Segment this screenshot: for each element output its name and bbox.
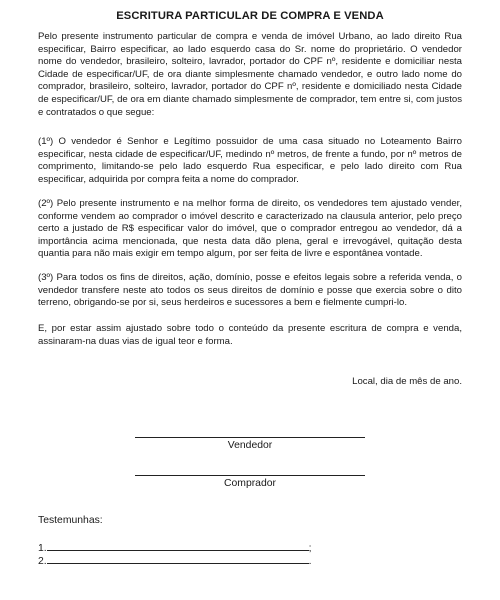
seller-signature-line xyxy=(135,437,365,438)
witness-1-number: 1. xyxy=(38,543,47,554)
witness-1-blank xyxy=(47,540,309,551)
document-title xyxy=(0,10,500,22)
witness-line-2 xyxy=(38,553,318,567)
document-title-text: ESCRITURA PARTICULAR DE COMPRA E VENDA xyxy=(116,10,384,22)
witness-line-1 xyxy=(38,540,318,554)
seller-signature-label: Vendedor xyxy=(227,440,273,451)
witnesses-title: Testemunhas: xyxy=(38,515,103,526)
buyer-signature-line xyxy=(135,475,365,476)
buyer-signature-label: Comprador xyxy=(224,478,276,489)
witness-2-end: . xyxy=(308,556,312,567)
paragraph-preamble: Pelo presente instrumento particular de compra e venda de imóvel Urbano, ao lado direito Rua especificar, Bairro especificar, ao lado esquerdo casa do Sr. nome do proprietário. O vendedor nome do vendedor, brasileiro, solteiro, lavrador, portador do CPF nº, residente e domiciliar nesta Cidade de especificar/UF, de ora diante simplesmente chamado vendedor, e outro lado nome do comprador, brasileiro, solteiro, lavrador, portador do CPF nº, residente e domiciliado nesta Cidade de especificar/UF, de ora em diante chamado simplesmente de comprador, tem entre si, com justos e contratados o que segue: xyxy=(38,31,462,118)
paragraph-clause-2: (2º) Pelo presente instrumento e na melhor forma de direito, os vendedores tem ajustado vender, conforme vendem ao comprador o imóvel descrito e caracterizado na clausula anterior, pelo preço certo a justado de R$ especificar valor do imóvel, que o comprador entregou ao vendedor, dá a importância acima mencionada, que nesta data dão plena, geral e irrevogável, quitação desta quantia para não mais exigir em tempo algum, por ser feita de livre e espontânea vontade. xyxy=(38,198,462,260)
witness-2-blank xyxy=(47,553,309,564)
witness-2-number: 2. xyxy=(38,556,47,567)
place-date: Local, dia de mês de ano. xyxy=(352,376,462,387)
paragraph-clause-1: (1º) O vendedor é Senhor e Legítimo possuidor de uma casa situado no Loteamento Bairro especificar, nesta cidade de especificar/UF, medindo nº metros, de frente a fundo, por nº metros de comprimento, limitando-se pelo lado esquerdo Rua especificar, e pelo lado direito com Rua especificar, adquirida por compra feita a nome do comprador. xyxy=(38,136,462,185)
paragraph-closing: E, por estar assim ajustado sobre todo o conteúdo da presente escritura de compra e venda, assinaram-na duas vias de igual teor e forma. xyxy=(38,323,462,347)
paragraph-clause-3: (3º) Para todos os fins de direitos, ação, domínio, posse e efeitos legais sobre a referida venda, o vendedor transfere neste ato todos os seus direitos de domínio e posse que exercia sobre o dito terreno, obrigando-se por si, seus herdeiros e sucessores a bem e fielmente cumpri-lo. xyxy=(38,272,462,309)
witness-1-end: ; xyxy=(308,543,312,554)
